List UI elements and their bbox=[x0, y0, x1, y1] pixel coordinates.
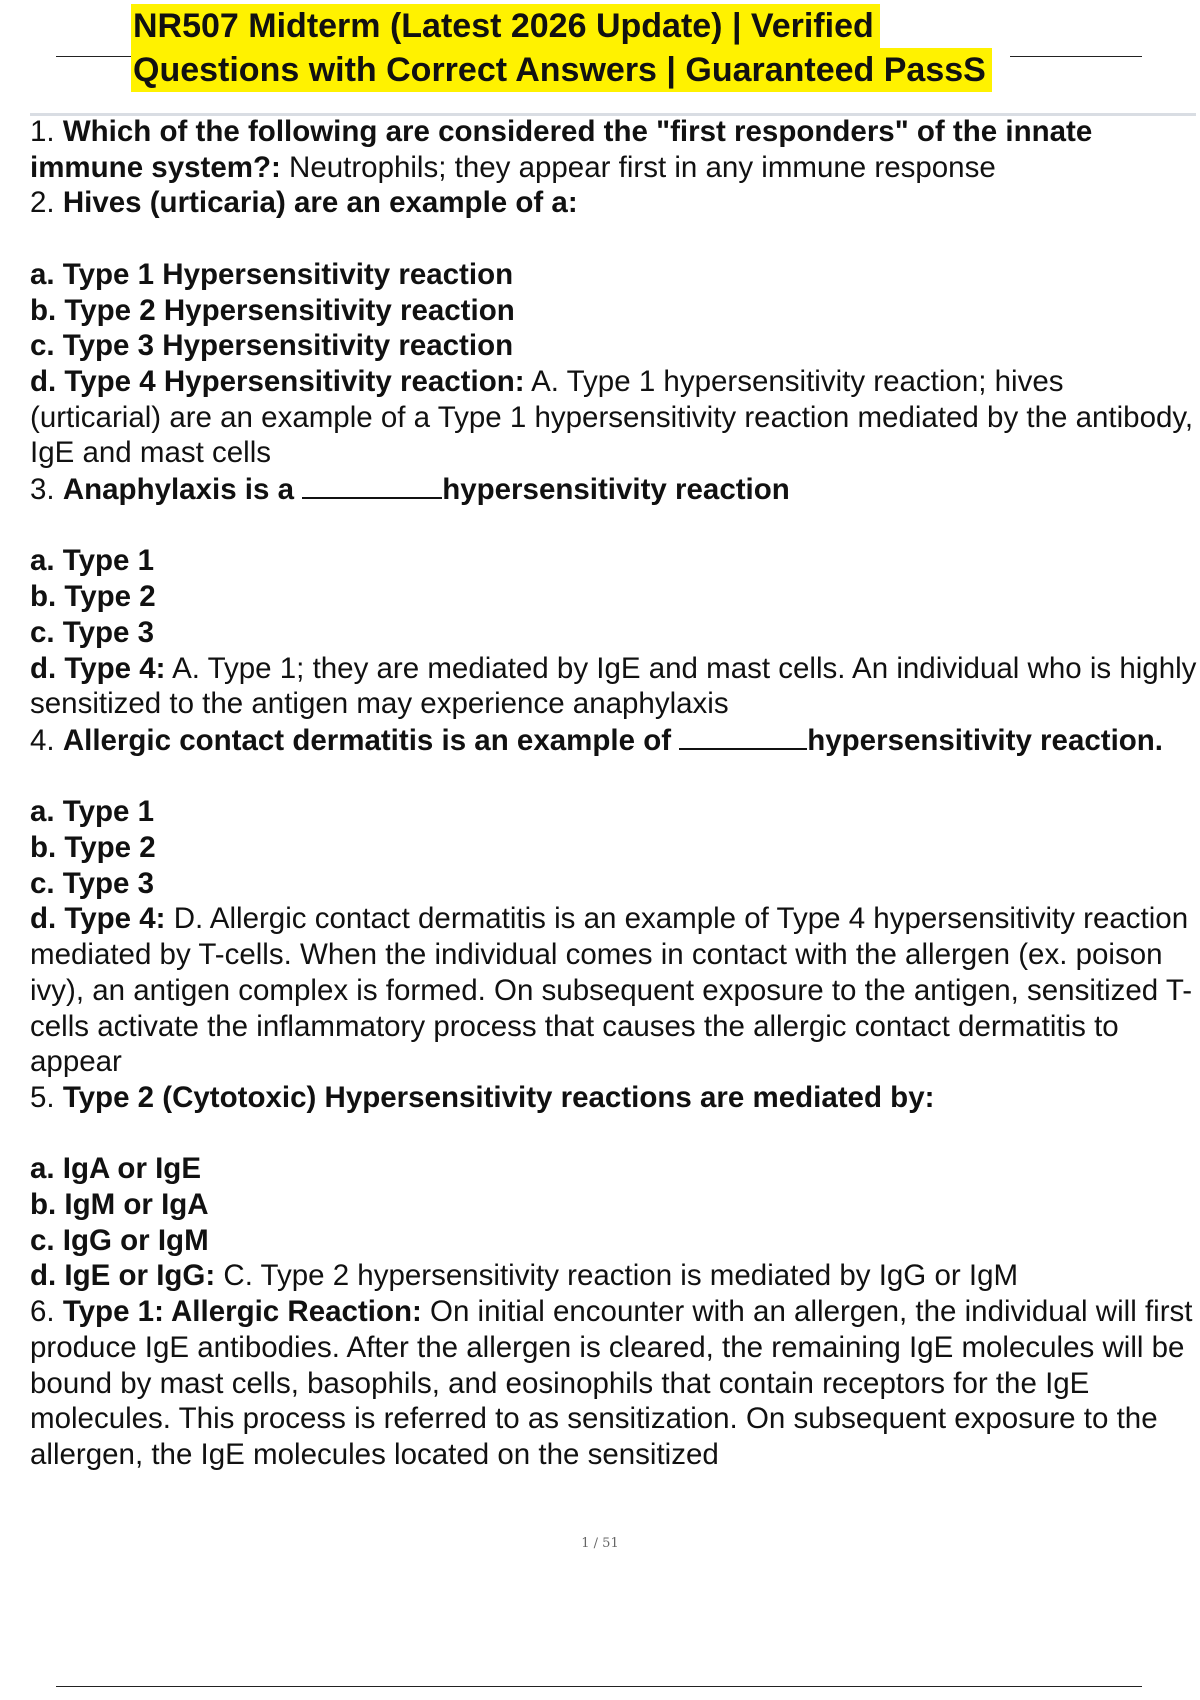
option-answer: d. Type 4: A. Type 1; they are mediated by IgE and mast cells. An individual who is highly sensitized to the antigen may experience anaphylaxis bbox=[30, 651, 1197, 721]
option: b. Type 2 bbox=[30, 580, 156, 614]
question-4: 4. Allergic contact dermatitis is an example of hypersensitivity reaction. bbox=[30, 723, 1164, 757]
question-answer: D. Allergic contact dermatitis is an example of Type 4 hypersensitivity reaction mediated by T-cells. When the individual comes in contact with the allergen (ex. poison ivy), an antigen complex is formed. On subsequent exposure to the antigen, sensitized T-cells activate the inflammatory process that causes the allergic contact dermatitis to appear bbox=[30, 902, 1193, 1079]
option: a. IgA or IgE bbox=[30, 1152, 202, 1186]
footer-rule bbox=[56, 1686, 1142, 1687]
question-1: 1. Which of the following are considered the "first responders" of the innate immune system?: Neutrophils; they appear first in any immune response bbox=[30, 115, 1093, 184]
document-title bbox=[131, 4, 992, 92]
question-prompt: Which of the following are considered the "first responders" of the innate immune system?: bbox=[30, 115, 1093, 184]
question-answer: On initial encounter with an allergen, the individual will first produce IgE antibodies. After the allergen is cleared, the remaining IgE molecules will be bound by mast cells, basophils, and eosinophils that contain receptors for the IgE molecules. This process is referred to as sensitization. On subsequent exposure to the allergen, the IgE molecules located on the sensitized bbox=[30, 1295, 1193, 1471]
question-prompt: Allergic contact dermatitis is an example of bbox=[62, 723, 680, 757]
option: c. Type 3 bbox=[30, 615, 155, 649]
question-prompt: Type 1: Allergic Reaction: bbox=[62, 1295, 422, 1329]
question-prompt: Type 2 (Cytotoxic) Hypersensitivity reactions are mediated by: bbox=[62, 1080, 935, 1114]
option: a. Type 1 bbox=[30, 795, 155, 829]
option: a. Type 1 bbox=[30, 544, 155, 578]
question-answer: Neutrophils; they appear first in any immune response bbox=[280, 150, 996, 184]
option-answer: d. IgE or IgG: C. Type 2 hypersensitivity reaction is mediated by IgG or IgM bbox=[30, 1259, 1019, 1293]
option: c. IgG or IgM bbox=[30, 1223, 209, 1257]
question-6: 6. Type 1: Allergic Reaction: On initial encounter with an allergen, the individual will first produce IgE antibodies. After the allergen is cleared, the remaining IgE molecules will be bound by mast cells, basophils, and eosinophils that contain receptors for the IgE molecules. This process is referred to as sensitization. On subsequent exposure to the allergen, the IgE molecules located on the sensitized bbox=[30, 1295, 1193, 1471]
question-5: 5. Type 2 (Cytotoxic) Hypersensitivity reactions are mediated by: bbox=[30, 1080, 935, 1114]
title-rule-right bbox=[1010, 56, 1142, 57]
question-3: 3. Anaphylaxis is a hypersensitivity reaction bbox=[30, 473, 790, 507]
question-2: 2. Hives (urticaria) are an example of a: bbox=[30, 186, 578, 220]
question-list bbox=[30, 114, 1200, 1473]
option: c. Type 3 bbox=[30, 866, 155, 900]
option: c. Type 3 Hypersensitivity reaction bbox=[30, 329, 514, 363]
question-prompt: Anaphylaxis is a bbox=[62, 473, 303, 507]
option: a. Type 1 Hypersensitivity reaction bbox=[30, 257, 514, 291]
title-line-1: NR507 Midterm (Latest 2026 Update) | Verified bbox=[131, 4, 880, 48]
title-line-2: Questions with Correct Answers | Guaranteed PassS bbox=[131, 48, 992, 92]
answer-blank bbox=[302, 471, 442, 499]
answer-blank bbox=[679, 722, 807, 750]
page-number: 1 / 51 bbox=[581, 1536, 619, 1551]
question-answer: A. Type 1 hypersensitivity reaction; hives (urticarial) are an example of a Type 1 hypersensitivity reaction mediated by the antibody, IgE and mast cells bbox=[30, 364, 1194, 470]
question-prompt: Hives (urticaria) are an example of a: bbox=[62, 186, 578, 220]
option: b. Type 2 Hypersensitivity reaction bbox=[30, 293, 515, 327]
option-answer: d. Type 4 Hypersensitivity reaction: A. Type 1 hypersensitivity reaction; hives (urticarial) are an example of a Type 1 hypersensitivity reaction mediated by the antibody, IgE and mast cells bbox=[30, 364, 1194, 470]
option: b. Type 2 bbox=[30, 831, 156, 865]
question-answer: C. Type 2 hypersensitivity reaction is mediated by IgG or IgM bbox=[215, 1259, 1019, 1293]
option: b. IgM or IgA bbox=[30, 1188, 209, 1222]
option-answer: d. Type 4: D. Allergic contact dermatitis is an example of Type 4 hypersensitivity reaction mediated by T-cells. When the individual comes in contact with the allergen (ex. poison ivy), an antigen complex is formed. On subsequent exposure to the antigen, sensitized T-cells activate the inflammatory process that causes the allergic contact dermatitis to appear bbox=[30, 902, 1193, 1079]
title-rule-left bbox=[56, 56, 136, 57]
question-answer: A. Type 1; they are mediated by IgE and mast cells. An individual who is highly sensitized to the antigen may experience anaphylaxis bbox=[30, 651, 1197, 721]
